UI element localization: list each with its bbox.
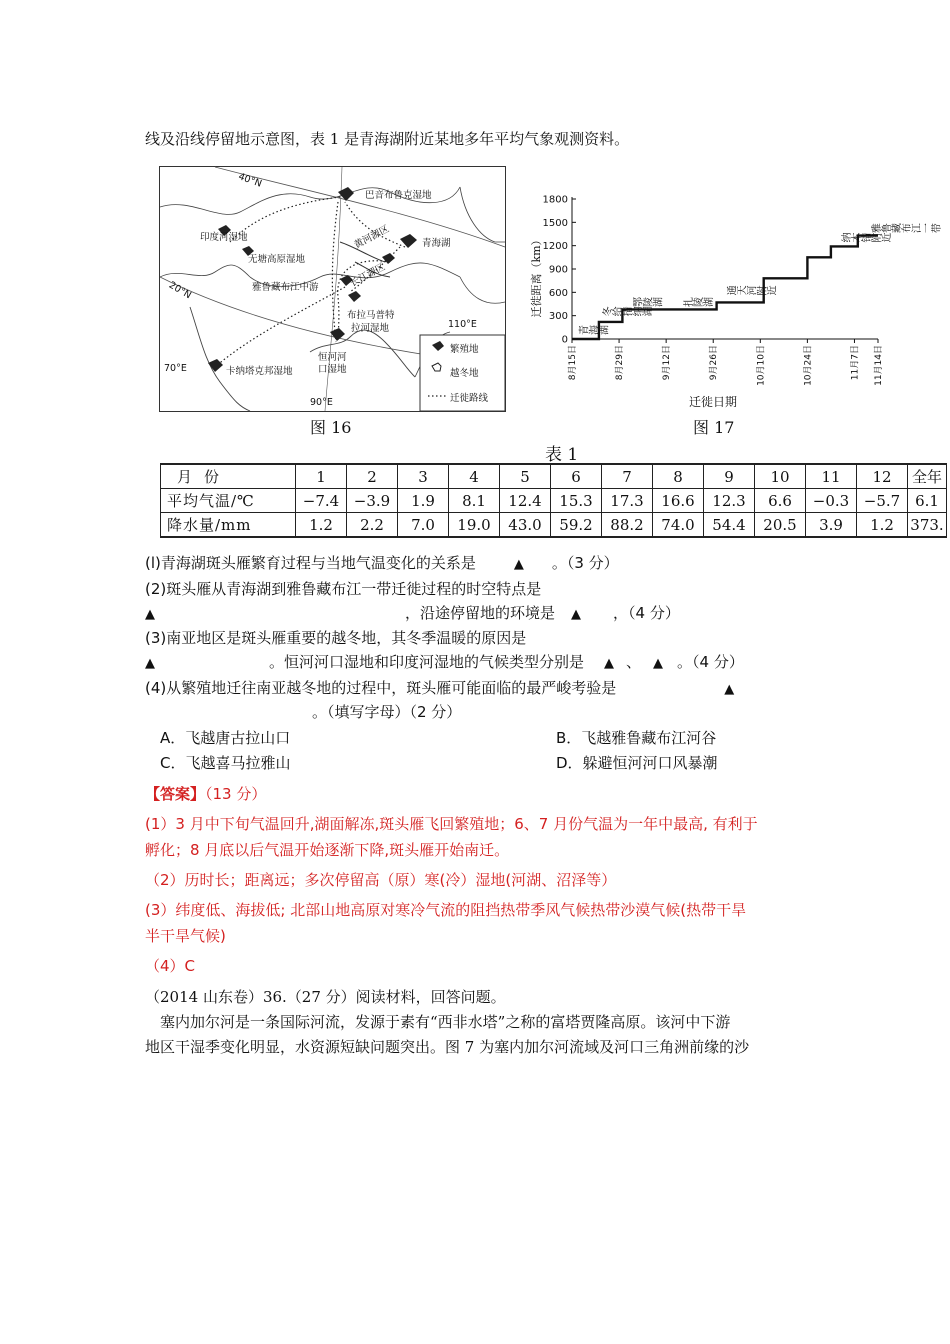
table-cell: 54.4 xyxy=(704,513,755,538)
next-question-line-2: 塞内加尔河是一条国际河流，发源于素有“西非水塔”之称的富塔贾隆高原。该河中下游 xyxy=(160,1013,731,1031)
climate-table xyxy=(160,463,947,538)
table-cell: 8.1 xyxy=(449,489,500,513)
option-c: C．飞越喜马拉雅山 xyxy=(160,754,291,772)
table-header-label: 月份 xyxy=(161,464,296,489)
longitude-110-label: 110°E xyxy=(448,319,477,330)
map-label-yaluzangbu: 雅鲁藏布江中游 xyxy=(252,282,319,293)
table-month-cell: 8 xyxy=(653,464,704,489)
chart-x-tick-label: 9月12日 xyxy=(662,345,673,381)
chart-annotation: 扎陵湖 xyxy=(682,298,713,310)
table-cell: 1.2 xyxy=(296,513,347,538)
map-label-yinduhe: 印度河湿地 xyxy=(200,232,248,243)
table-month-cell: 4 xyxy=(449,464,500,489)
next-question-header: （2014 山东卷）36.（27 分）阅读材料，回答问题。 xyxy=(145,988,506,1006)
chart-annotation: 鄂陵湖 xyxy=(632,298,663,310)
table-cell: 12.3 xyxy=(704,489,755,513)
chart-annotation: 青海湖 xyxy=(578,326,609,338)
table-cell: 1.2 xyxy=(857,513,908,538)
latitude-40-label: 40°N xyxy=(236,171,264,190)
table-cell: −5.7 xyxy=(857,489,908,513)
table-row-label: 平均气温/℃ xyxy=(161,489,296,513)
chart-annotation: 冬给措纳湖 xyxy=(602,307,653,319)
table-month-cell: 3 xyxy=(398,464,449,489)
chart-y-tick-label: 1800 xyxy=(542,194,568,206)
table-month-cell: 11 xyxy=(806,464,857,489)
table-cell: 3.9 xyxy=(806,513,857,538)
table-month-cell: 5 xyxy=(500,464,551,489)
chart-x-tick-label: 11月14日 xyxy=(874,345,884,386)
map-caption: 图 16 xyxy=(310,418,352,437)
chart-x-label: 迁徙日期 xyxy=(688,395,738,409)
chart-y-tick-label: 1500 xyxy=(542,217,568,229)
question-2-line-2 xyxy=(145,602,680,623)
map-label-henghe-2: 口湿地 xyxy=(318,364,347,375)
table-cell: 43.0 xyxy=(500,513,551,538)
question-1-score: 。（3 分） xyxy=(551,554,619,572)
map-label-qinghaihu: 青海湖 xyxy=(422,238,451,249)
table-month-cell: 1 xyxy=(296,464,347,489)
map-label-changjiang: 长江源区 xyxy=(348,261,388,290)
chart-annotation: 纳木错附近 xyxy=(841,233,892,245)
table-cell: 12.4 xyxy=(500,489,551,513)
answer-2: （2）历时长；距离远；多次停留高（原）寒(冷）湿地(河湖、沼泽等） xyxy=(145,871,617,889)
chart-x-tick-label: 9月26日 xyxy=(709,345,720,381)
chart-annotation: 雅鲁藏布江一带 xyxy=(871,224,942,236)
chart-y-tick-label: 1200 xyxy=(542,241,568,253)
map-label-huanghe: 黄河源区 xyxy=(352,223,392,252)
question-1 xyxy=(145,552,619,573)
question-3-mid: 。恒河河口湿地和印度河湿地的气候类型分别是 xyxy=(269,653,585,671)
question-1-text: (l)青海湖斑头雁繁育过程与当地气温变化的关系是 xyxy=(145,554,476,572)
chart-y-tick-label: 600 xyxy=(548,287,568,299)
option-a: A．飞越唐古拉山口 xyxy=(160,729,291,747)
intro-text: 线及沿线停留地示意图，表 1 是青海湖附近某地多年平均气象观测资料。 xyxy=(145,130,630,148)
table-month-cell: 12 xyxy=(857,464,908,489)
question-3-score: 。（4 分） xyxy=(677,653,744,671)
chart-y-tick-label: 900 xyxy=(548,264,568,276)
question-4-line-2: 。（填写字母）（2 分） xyxy=(312,703,462,721)
table-cell: 15.3 xyxy=(551,489,602,513)
table-cell: 59.2 xyxy=(551,513,602,538)
answer-score: （13 分） xyxy=(205,785,267,803)
question-4-text: (4)从繁殖地迁往南亚越冬地的过程中，斑头雁可能面临的最严峻考验是 xyxy=(145,679,617,697)
answer-heading xyxy=(145,783,266,804)
option-d: D．躲避恒河河口风暴潮 xyxy=(556,754,718,772)
answer-blank-mark: ▲ xyxy=(653,656,664,671)
chart-x-tick-label: 8月29日 xyxy=(615,345,626,381)
table-cell: 6.1 xyxy=(908,489,947,513)
map-label-bulama: 布拉马普特 xyxy=(347,310,395,321)
chart-x-tick-label: 11月7日 xyxy=(850,345,861,381)
legend-route-label: 迁徙路线 xyxy=(450,393,489,404)
answer-3-line-1: (3）纬度低、海拔低; 北部山地高原对寒冷气流的阻挡热带季风气候热带沙漠气候(热带干旱 xyxy=(145,901,747,919)
table-header-row xyxy=(161,464,947,489)
table-cell: −3.9 xyxy=(347,489,398,513)
answer-blank-mark: ▲ xyxy=(145,656,155,671)
chart-y-tick-label: 300 xyxy=(548,311,568,323)
table-cell: 17.3 xyxy=(602,489,653,513)
legend-breeding-label: 繁殖地 xyxy=(450,344,479,355)
table-cell: 373. xyxy=(908,513,947,538)
table-cell: 1.9 xyxy=(398,489,449,513)
answer-3-line-2: 半干旱气候) xyxy=(145,927,226,945)
answer-1-line-2: 孵化；8 月底以后气温开始逐渐下降,斑头雁开始南迁。 xyxy=(145,841,510,859)
answer-blank-mark: ▲ xyxy=(604,656,615,671)
answer-blank-mark: ▲ xyxy=(724,682,735,697)
legend-wintering-label: 越冬地 xyxy=(450,368,479,379)
table-cell: 20.5 xyxy=(755,513,806,538)
chart-y-tick-label: 0 xyxy=(561,334,568,346)
longitude-90-label: 90°E xyxy=(310,397,333,408)
table-cell: 74.0 xyxy=(653,513,704,538)
question-2-score: ，（4 分） xyxy=(613,604,680,622)
map-label-wutang: 无塘高原湿地 xyxy=(248,254,306,265)
question-3: (3)南亚地区是斑头雁重要的越冬地，其冬季温暖的原因是 xyxy=(145,629,527,647)
table-row-temperature xyxy=(161,489,947,513)
table-cell: −0.3 xyxy=(806,489,857,513)
question-2-mid: ，沿途停留地的环境是 xyxy=(405,604,556,622)
table-cell: 88.2 xyxy=(602,513,653,538)
answer-blank-mark: ▲ xyxy=(145,607,155,622)
chart-caption: 图 17 xyxy=(693,418,735,437)
answer-blank-mark: ▲ xyxy=(571,607,582,622)
table-wrapper xyxy=(0,0,950,560)
option-b: B．飞越雅鲁藏布江河谷 xyxy=(556,729,717,747)
next-question-line-3: 地区干湿季变化明显，水资源短缺问题突出。图 7 为塞内加尔河流域及河口三角洲前缘的沙 xyxy=(145,1038,750,1056)
chart-x-tick-label: 8月15日 xyxy=(568,345,578,381)
answer-label: 【答案】 xyxy=(145,785,206,803)
table-cell: 6.6 xyxy=(755,489,806,513)
table-cell: −7.4 xyxy=(296,489,347,513)
table-month-cell: 6 xyxy=(551,464,602,489)
table-cell: 19.0 xyxy=(449,513,500,538)
table-row-precipitation xyxy=(161,513,947,538)
map-label-kanata: 卡纳塔克邦湿地 xyxy=(226,366,293,377)
question-3-sep: 、 xyxy=(626,653,642,671)
map-label-henghe: 恒河河 xyxy=(318,352,347,363)
question-4 xyxy=(145,677,734,698)
answer-4: （4）C xyxy=(145,957,196,975)
longitude-70-label: 70°E xyxy=(164,363,187,374)
latitude-20-label: 20°N xyxy=(166,279,194,302)
chart-y-label: 迁徙距离（km） xyxy=(530,234,543,318)
chart-x-tick-label: 10月10日 xyxy=(756,345,767,386)
table-month-cell: 9 xyxy=(704,464,755,489)
table-title: 表 1 xyxy=(545,445,579,465)
table-month-cell: 7 xyxy=(602,464,653,489)
table-month-cell: 10 xyxy=(755,464,806,489)
chart-x-tick-label: 10月24日 xyxy=(803,345,814,386)
table-month-cell: 2 xyxy=(347,464,398,489)
map-label-bayinbuluke: 巴音布鲁克湿地 xyxy=(365,190,432,201)
answer-blank-mark: ▲ xyxy=(513,557,524,572)
answer-1-line-1: (1）3 月中下旬气温回升,湖面解冻,斑头雁飞回繁殖地；6、7 月份气温为一年中最高, 有利于 xyxy=(145,815,758,833)
table-cell: 7.0 xyxy=(398,513,449,538)
table-row-label: 降水量/mm xyxy=(161,513,296,538)
question-3-line-2 xyxy=(145,651,744,672)
table-cell: 16.6 xyxy=(653,489,704,513)
chart-annotation: 通天河附近 xyxy=(726,286,777,298)
table-cell: 2.2 xyxy=(347,513,398,538)
map-label-bulama-2: 拉河湿地 xyxy=(351,323,390,334)
question-2: (2)斑头雁从青海湖到雅鲁藏布江一带迁徙过程的时空特点是 xyxy=(145,580,542,598)
table-month-cell: 全年 xyxy=(908,464,947,489)
